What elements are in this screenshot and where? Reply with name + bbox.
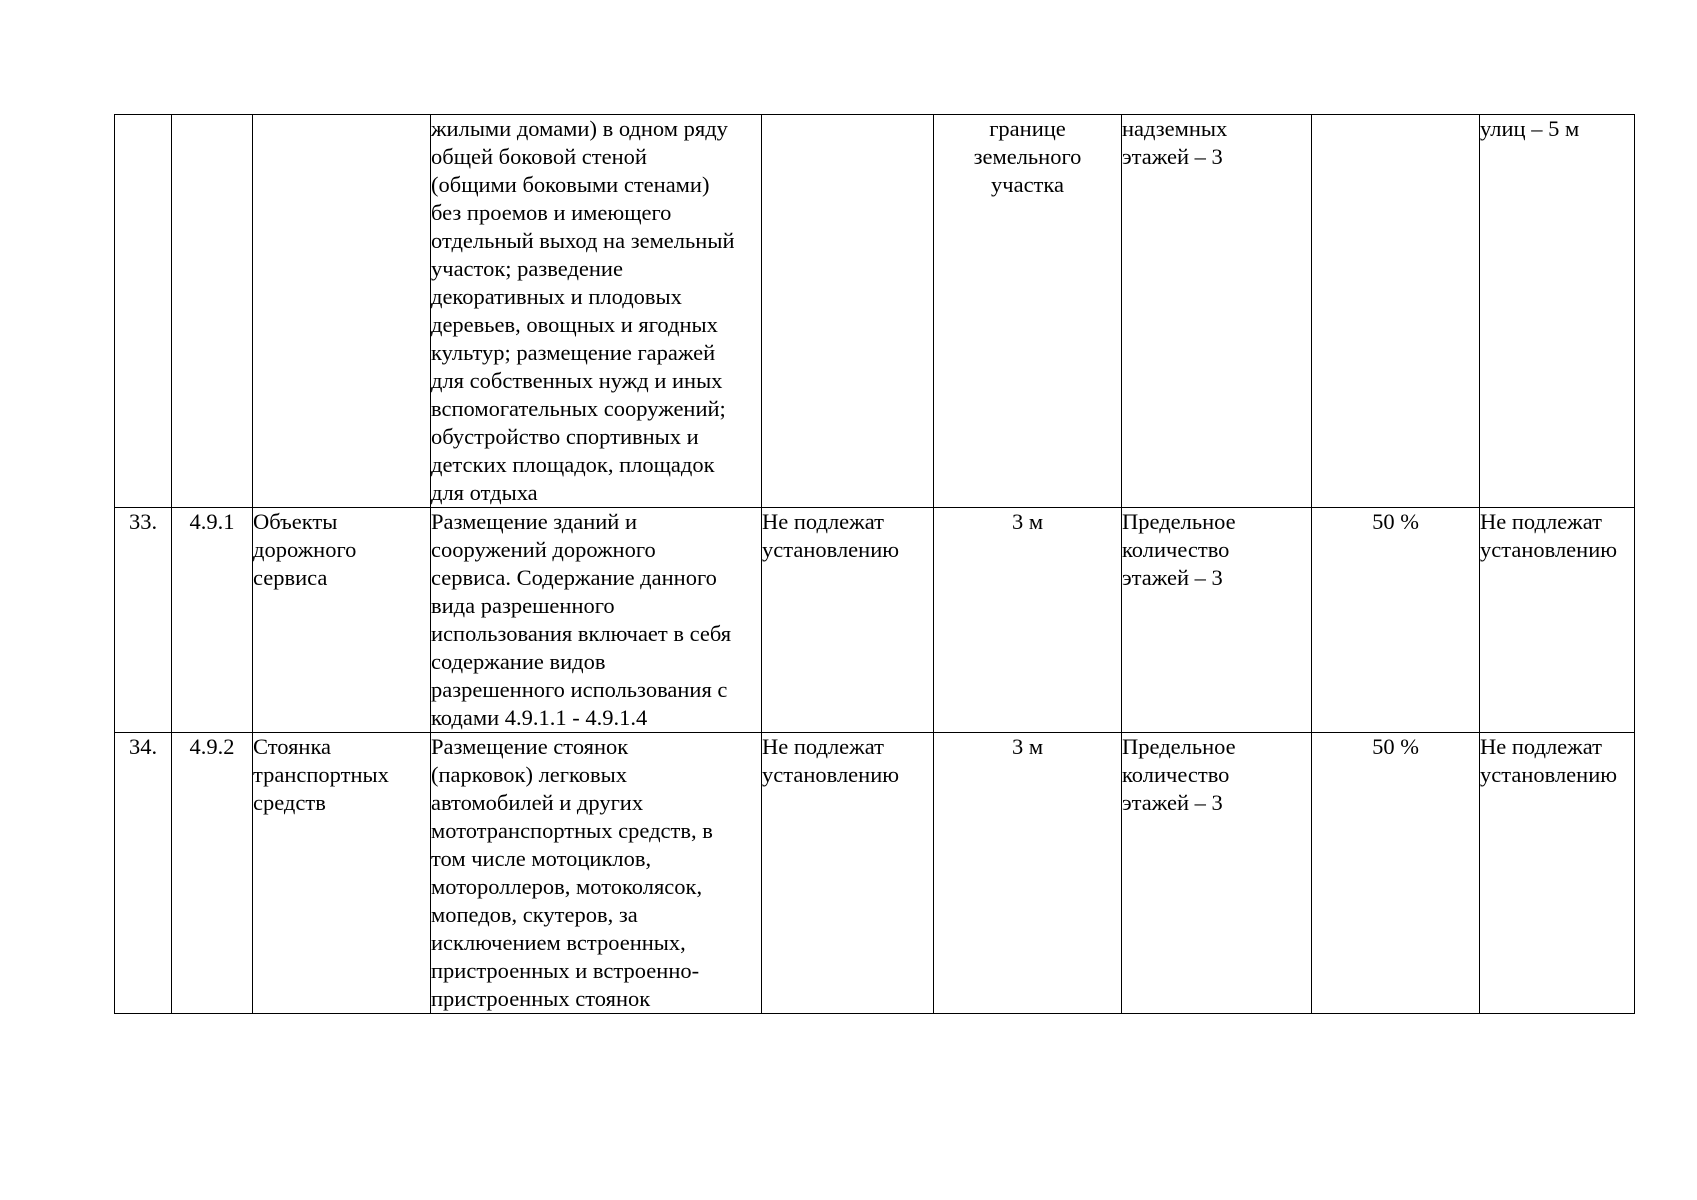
other-params-cell: Не подлежат установлению <box>1480 733 1635 1014</box>
row-number-cell: 34. <box>115 733 172 1014</box>
setback-cell: 3 м <box>934 508 1122 733</box>
floors-cell: надземных этажей – 3 <box>1122 115 1312 508</box>
table-row <box>115 115 1635 508</box>
coverage-cell: 50 % <box>1312 508 1480 733</box>
use-description-cell: Размещение стоянок (парковок) легковых автомобилей и других мототранспортных средств, в том числе мотоциклов, мотороллеров, мотоколясок, мопедов, скутеров, за исключением встроенных, пристроенных и встроенно- пристроенных стоянок <box>431 733 762 1014</box>
coverage-cell: 50 % <box>1312 733 1480 1014</box>
plot-area-cell: Не подлежат установлению <box>762 508 934 733</box>
table-row <box>115 733 1635 1014</box>
table-row <box>115 508 1635 733</box>
plot-area-cell: Не подлежат установлению <box>762 733 934 1014</box>
coverage-cell <box>1312 115 1480 508</box>
use-code-cell: 4.9.2 <box>172 733 253 1014</box>
row-number-cell <box>115 115 172 508</box>
use-description-cell: Размещение зданий и сооружений дорожного сервиса. Содержание данного вида разрешенного использования включает в себя содержание видов разрешенного использования с кодами 4.9.1.1 - 4.9.1.4 <box>431 508 762 733</box>
row-number-cell: 33. <box>115 508 172 733</box>
other-params-cell: улиц – 5 м <box>1480 115 1635 508</box>
use-code-cell <box>172 115 253 508</box>
setback-cell: границе земельного участка <box>934 115 1122 508</box>
floors-cell: Предельное количество этажей – 3 <box>1122 733 1312 1014</box>
floors-cell: Предельное количество этажей – 3 <box>1122 508 1312 733</box>
use-name-cell <box>253 115 431 508</box>
zoning-regulations-table <box>114 114 1635 1014</box>
use-name-cell: Объекты дорожного сервиса <box>253 508 431 733</box>
use-code-cell: 4.9.1 <box>172 508 253 733</box>
use-name-cell: Стоянка транспортных средств <box>253 733 431 1014</box>
setback-cell: 3 м <box>934 733 1122 1014</box>
other-params-cell: Не подлежат установлению <box>1480 508 1635 733</box>
use-description-cell: жилыми домами) в одном ряду общей боковой стеной (общими боковыми стенами) без проемов и имеющего отдельный выход на земельный участок; разведение декоративных и плодовых деревьев, овощных и ягодных культур; размещение гаражей для собственных нужд и иных вспомогательных сооружений; обустройство спортивных и детских площадок, площадок для отдыха <box>431 115 762 508</box>
plot-area-cell <box>762 115 934 508</box>
